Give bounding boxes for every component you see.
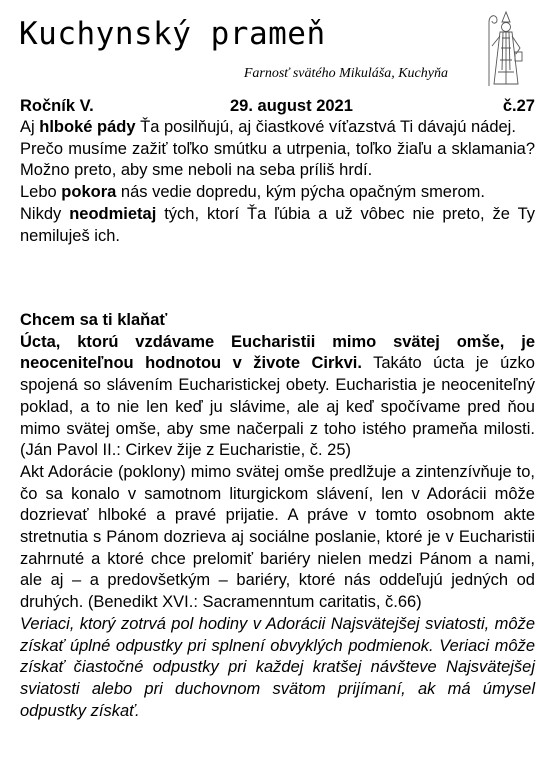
parish-subtitle: Farnosť svätého Mikuláša, Kuchyňa xyxy=(243,66,448,81)
bishop-saint-nicholas-icon xyxy=(480,8,532,88)
intro-paragraph: Aj hlboké pády Ťa posilňujú, aj čiastkové víťazstvá Ti dávajú nádej. xyxy=(20,118,516,136)
issue-volume: Ročník V. xyxy=(20,97,94,115)
issue-line xyxy=(20,95,535,117)
intro-paragraph: Lebo pokora nás vedie dopredu, kým pýcha opačným smerom. xyxy=(20,183,485,202)
article-paragraph: Úcta, ktorú vzdávame Eucharistii mimo svätej omše, je neoceniteľnou hodnotou v živote Cirkvi. Takáto úcta je úzko spojená so slávením Eucharistickej obety. Eucharistia je neoceniteľný poklad, a to nie len keď ju slávime, ale aj keď spočívame pred ňou mimo svätej omše, aby sme načerpali z toho istého prameňa milosti. (Ján Pavol II.: Cirkev žije z Eucharistie, č. 25) xyxy=(20,332,535,460)
issue-number: č.27 xyxy=(502,97,535,115)
indulgence-paragraph: Veriaci, ktorý zotrvá pol hodiny v Adorácii Najsvätejšej sviatosti, môže získať úplné odpustky pri splnení obvyklých podmienok. Veriaci môže získať čiastočné odpustky pri každej kratšej návšteve Najsvätejšej sviatosti alebo pri duchovnom svätom prijímaní, ak má úmysel odpustky získať. xyxy=(20,614,535,720)
article-section xyxy=(20,310,535,722)
intro-paragraph: Nikdy neodmietaj tých, ktorí Ťa ľúbia a už vôbec nie preto, že Ty nemiluješ ich. xyxy=(20,204,536,245)
article-paragraph: Akt Adorácie (poklony) mimo svätej omše predlžuje a zintenzívňuje to, čo sa konalo v samotnom liturgickom slávení, len v Adorácii môže dozrievať hlboké a pravé prijatie. A práve v tomto osobnom akte stretnutia s Pánom dozrieva aj sociálne poslanie, ktoré je v Eucharistii zahrnuté a ktoré chce prelomiť bariéry nielen medzi Pánom a nami, ale aj – a predovšetkým – bariéry, ktoré nás oddeľujú jedných od druhých. (Benedikt XVI.: Sacramenntum caritatis, č.66) xyxy=(20,462,535,612)
article-heading: Chcem sa ti klaňať xyxy=(20,311,168,329)
newsletter-title: Kuchynský prameň xyxy=(19,16,326,52)
issue-date: 29. august 2021 xyxy=(230,97,353,115)
intro-paragraph: Prečo musíme zažiť toľko smútku a utrpenia, toľko žiaľu a sklamania? Možno preto, aby sme neboli na seba príliš hrdí. xyxy=(20,139,535,180)
intro-section xyxy=(20,117,535,247)
